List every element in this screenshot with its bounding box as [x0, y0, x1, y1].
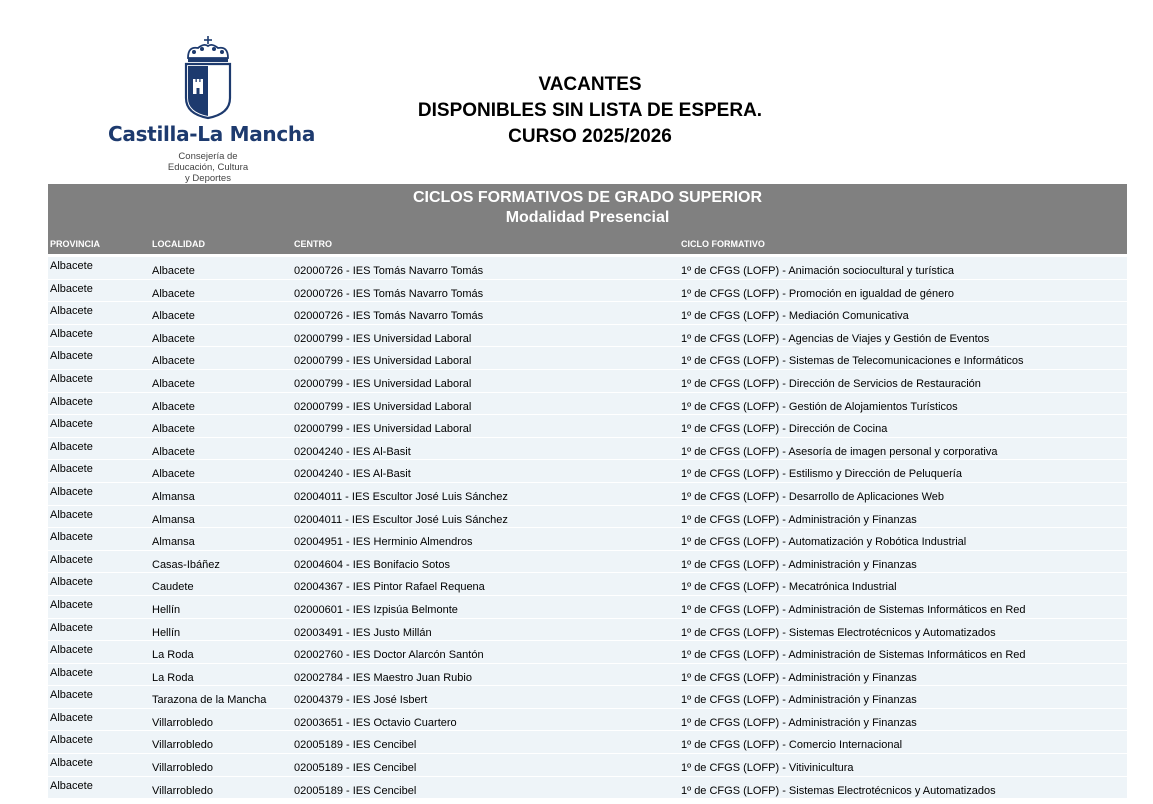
- column-header-ciclo: CICLO FORMATIVO: [681, 239, 765, 249]
- cell-provincia: Albacete: [50, 757, 93, 770]
- cell-centro: 02002760 - IES Doctor Alarcón Santón: [294, 649, 484, 662]
- vacancies-table: [48, 257, 1127, 799]
- title-line: VACANTES: [538, 74, 642, 95]
- cell-localidad: La Roda: [152, 671, 194, 684]
- table-row: [48, 731, 1127, 754]
- cell-provincia: Albacete: [50, 711, 93, 724]
- table-row: [48, 777, 1127, 800]
- cell-provincia: Albacete: [50, 440, 93, 453]
- cell-centro: 02005189 - IES Cencibel: [294, 739, 417, 752]
- castilla-la-mancha-logo: [108, 34, 316, 184]
- cell-ciclo: 1º de CFGS (LOFP) - Agencias de Viajes y Gestión de Eventos: [681, 332, 990, 345]
- table-row: [48, 619, 1127, 642]
- cell-centro: 02000726 - IES Tomás Navarro Tomás: [294, 287, 484, 300]
- cell-localidad: Villarrobledo: [152, 716, 213, 729]
- cell-localidad: Albacete: [152, 310, 195, 323]
- cell-localidad: Almansa: [152, 490, 195, 503]
- cell-localidad: Albacete: [152, 445, 195, 458]
- cell-localidad: Albacete: [152, 287, 195, 300]
- cell-provincia: Albacete: [50, 260, 93, 272]
- cell-centro: 02000799 - IES Universidad Laboral: [294, 423, 472, 436]
- table-row: [48, 257, 1127, 280]
- section-subtitle: Modalidad Presencial: [505, 209, 670, 226]
- cell-localidad: Almansa: [152, 513, 195, 526]
- cell-ciclo: 1º de CFGS (LOFP) - Administración de Sistemas Informáticos en Red: [681, 603, 1026, 616]
- column-header-localidad: LOCALIDAD: [152, 239, 205, 249]
- cell-provincia: Albacete: [50, 531, 93, 544]
- cell-centro: 02005189 - IES Cencibel: [294, 762, 417, 775]
- title-line: DISPONIBLES SIN LISTA DE ESPERA.: [417, 100, 763, 121]
- logo-name: Castilla-La Mancha: [108, 122, 316, 146]
- cell-provincia: Albacete: [50, 598, 93, 611]
- cell-localidad: Albacete: [152, 332, 195, 345]
- section-header-band: [48, 184, 1127, 254]
- cell-localidad: Casas-Ibáñez: [152, 558, 220, 571]
- table-row: [48, 347, 1127, 370]
- cell-provincia: Albacete: [50, 734, 93, 747]
- cell-centro: 02003491 - IES Justo Millán: [294, 626, 432, 639]
- cell-localidad: Albacete: [152, 377, 195, 390]
- cell-ciclo: 1º de CFGS (LOFP) - Administración y Finanzas: [681, 716, 917, 729]
- cell-localidad: Villarrobledo: [152, 762, 213, 775]
- cell-ciclo: 1º de CFGS (LOFP) - Administración y Finanzas: [681, 558, 917, 571]
- cell-centro: 02004011 - IES Escultor José Luis Sánchez: [294, 513, 508, 526]
- cell-centro: 02004951 - IES Herminio Almendros: [294, 536, 473, 549]
- cell-centro: 02004604 - IES Bonifacio Sotos: [294, 558, 450, 571]
- title-line: CURSO 2025/2026: [508, 126, 672, 147]
- table-row: [48, 573, 1127, 596]
- cell-provincia: Albacete: [50, 689, 93, 702]
- table-row: [48, 686, 1127, 709]
- table-row: [48, 596, 1127, 619]
- cell-provincia: Albacete: [50, 395, 93, 408]
- table-row: [48, 709, 1127, 732]
- table-row: [48, 483, 1127, 506]
- table-row: [48, 551, 1127, 574]
- table-row: [48, 325, 1127, 348]
- cell-ciclo: 1º de CFGS (LOFP) - Administración y Finanzas: [681, 513, 917, 526]
- cell-localidad: Albacete: [152, 265, 195, 277]
- cell-centro: 02005189 - IES Cencibel: [294, 784, 417, 797]
- cell-localidad: Villarrobledo: [152, 739, 213, 752]
- cell-ciclo: 1º de CFGS (LOFP) - Sistemas Electrotécnicos y Automatizados: [681, 784, 996, 797]
- cell-centro: 02002784 - IES Maestro Juan Rubio: [294, 671, 472, 684]
- cell-ciclo: 1º de CFGS (LOFP) - Vitivinicultura: [681, 762, 854, 775]
- cell-centro: 02000799 - IES Universidad Laboral: [294, 332, 472, 345]
- cell-ciclo: 1º de CFGS (LOFP) - Administración de Sistemas Informáticos en Red: [681, 649, 1026, 662]
- cell-ciclo: 1º de CFGS (LOFP) - Dirección de Servicios de Restauración: [681, 377, 981, 390]
- cell-centro: 02000799 - IES Universidad Laboral: [294, 355, 472, 368]
- cell-provincia: Albacete: [50, 576, 93, 589]
- table-row: [48, 438, 1127, 461]
- cell-localidad: Albacete: [152, 355, 195, 368]
- logo-subtitle: Consejería de Educación, Cultura y Deportes: [167, 151, 249, 184]
- cell-ciclo: 1º de CFGS (LOFP) - Estilismo y Dirección de Peluquería: [681, 468, 962, 481]
- cell-provincia: Albacete: [50, 305, 93, 318]
- cell-centro: 02004367 - IES Pintor Rafael Requena: [294, 581, 485, 594]
- cell-centro: 02000799 - IES Universidad Laboral: [294, 400, 472, 413]
- cell-localidad: Almansa: [152, 536, 195, 549]
- cell-ciclo: 1º de CFGS (LOFP) - Comercio Internacional: [681, 739, 903, 752]
- cell-centro: 02004240 - IES Al-Basit: [294, 445, 411, 458]
- cell-provincia: Albacete: [50, 779, 93, 792]
- cell-provincia: Albacete: [50, 666, 93, 679]
- cell-ciclo: 1º de CFGS (LOFP) - Gestión de Alojamientos Turísticos: [681, 400, 958, 413]
- cell-ciclo: 1º de CFGS (LOFP) - Sistemas Electrotécnicos y Automatizados: [681, 626, 996, 639]
- cell-provincia: Albacete: [50, 508, 93, 521]
- table-row: [48, 280, 1127, 303]
- cell-ciclo: 1º de CFGS (LOFP) - Dirección de Cocina: [681, 423, 888, 436]
- cell-localidad: Tarazona de la Mancha: [152, 694, 267, 707]
- cell-ciclo: 1º de CFGS (LOFP) - Desarrollo de Aplicaciones Web: [681, 490, 945, 503]
- table-row: [48, 754, 1127, 777]
- cell-provincia: Albacete: [50, 418, 93, 431]
- cell-localidad: Hellín: [152, 626, 181, 639]
- table-row: [48, 664, 1127, 687]
- table-row: [48, 641, 1127, 664]
- table-row: [48, 506, 1127, 529]
- cell-provincia: Albacete: [50, 463, 93, 476]
- cell-centro: 02003651 - IES Octavio Cuartero: [294, 716, 457, 729]
- cell-localidad: Albacete: [152, 400, 195, 413]
- cell-ciclo: 1º de CFGS (LOFP) - Animación sociocultural y turística: [681, 265, 954, 277]
- cell-localidad: Hellín: [152, 603, 181, 616]
- table-row: [48, 370, 1127, 393]
- table-row: [48, 393, 1127, 416]
- cell-centro: 02000726 - IES Tomás Navarro Tomás: [294, 310, 484, 323]
- section-title: CICLOS FORMATIVOS DE GRADO SUPERIOR: [412, 189, 763, 206]
- cell-localidad: Caudete: [152, 581, 194, 594]
- cell-provincia: Albacete: [50, 372, 93, 385]
- cell-ciclo: 1º de CFGS (LOFP) - Sistemas de Telecomunicaciones e Informáticos: [681, 355, 1024, 368]
- cell-provincia: Albacete: [50, 644, 93, 657]
- table-row: [48, 302, 1127, 325]
- cell-ciclo: 1º de CFGS (LOFP) - Automatización y Robótica Industrial: [681, 536, 967, 549]
- cell-centro: 02004379 - IES José Isbert: [294, 694, 428, 707]
- cell-localidad: Villarrobledo: [152, 784, 213, 797]
- cell-localidad: La Roda: [152, 649, 194, 662]
- cell-provincia: Albacete: [50, 327, 93, 340]
- cell-ciclo: 1º de CFGS (LOFP) - Asesoría de imagen personal y corporativa: [681, 445, 998, 458]
- cell-centro: 02000726 - IES Tomás Navarro Tomás: [294, 265, 484, 277]
- cell-localidad: Albacete: [152, 468, 195, 481]
- cell-centro: 02000799 - IES Universidad Laboral: [294, 377, 472, 390]
- cell-ciclo: 1º de CFGS (LOFP) - Mecatrónica Industrial: [681, 581, 897, 594]
- table-row: [48, 460, 1127, 483]
- column-header-centro: CENTRO: [294, 239, 332, 249]
- column-header-provincia: PROVINCIA: [50, 239, 101, 249]
- cell-provincia: Albacete: [50, 282, 93, 295]
- cell-provincia: Albacete: [50, 621, 93, 634]
- cell-ciclo: 1º de CFGS (LOFP) - Mediación Comunicativa: [681, 310, 909, 323]
- cell-localidad: Albacete: [152, 423, 195, 436]
- document-title: [380, 72, 800, 150]
- cell-provincia: Albacete: [50, 350, 93, 363]
- table-row: [48, 528, 1127, 551]
- cell-ciclo: 1º de CFGS (LOFP) - Administración y Finanzas: [681, 694, 917, 707]
- coat-of-arms-icon: [180, 34, 236, 122]
- cell-ciclo: 1º de CFGS (LOFP) - Promoción en igualdad de género: [681, 287, 955, 300]
- cell-ciclo: 1º de CFGS (LOFP) - Administración y Finanzas: [681, 671, 917, 684]
- cell-centro: 02000601 - IES Izpisúa Belmonte: [294, 603, 458, 616]
- table-row: [48, 415, 1127, 438]
- cell-provincia: Albacete: [50, 553, 93, 566]
- cell-centro: 02004240 - IES Al-Basit: [294, 468, 411, 481]
- cell-provincia: Albacete: [50, 485, 93, 498]
- cell-centro: 02004011 - IES Escultor José Luis Sánchez: [294, 490, 508, 503]
